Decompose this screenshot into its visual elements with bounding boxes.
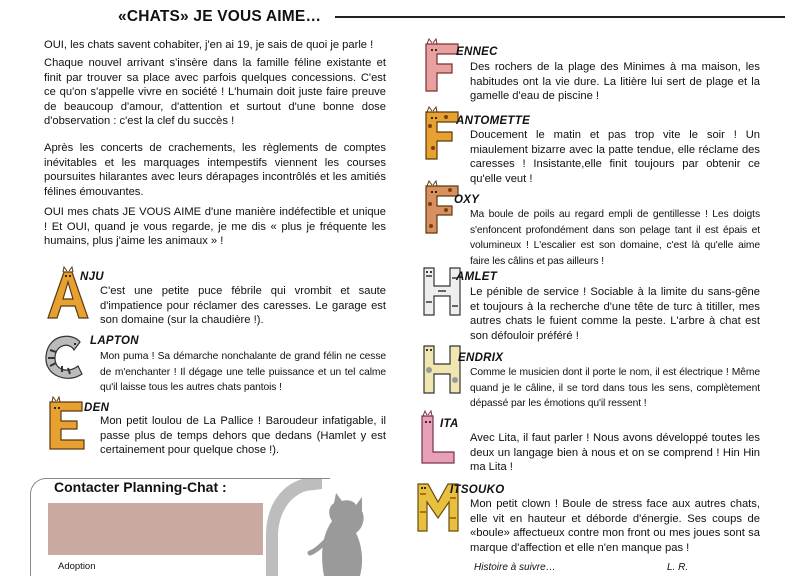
cat-name-clapton: LAPTON	[90, 335, 139, 347]
cat-text-lita: Avec Lita, il faut parler ! Nous avons développé toutes les deux un langage bien à nous et on se comprend ! Hin Hin ma Lita !	[470, 432, 760, 474]
letter-c-cat-icon	[40, 330, 88, 384]
cat-text-eden: Mon petit loulou de La Pallice ! Baroudeur infatigable, il passe plus de temps dehors que dedans (Hamlet y est certainement pour quelque chose !).	[100, 415, 386, 457]
cat-text-hamlet: Le pénible de service ! Sociable à la limite du sans-gêne et toujours à la recherche d'une tête de turc à titiller, mes autres chats le fuient comme la peste. L'arbre à chat est son défouloir préféré !	[470, 286, 760, 342]
page-title: «CHATS» JE VOUS AIME…	[118, 8, 322, 25]
cat-silhouette-icon	[262, 475, 372, 576]
intro-paragraph-3: Après les concerts de crachements, les règlements de comptes inévitables et les marquages intempestifs viennent les courses poursuites hilarantes avec leurs dérapages incontrôlés et les amitiés félines émouvantes.	[44, 142, 386, 198]
cat-name-fantomette: ANTOMETTE	[456, 115, 531, 127]
letter-h-cat-icon-2	[418, 340, 466, 394]
cat-text-foxy	[470, 207, 760, 269]
cat-name-hamlet: AMLET	[456, 271, 498, 283]
footer-continued: Histoire à suivre…	[474, 562, 556, 573]
cat-name-anju: NJU	[80, 271, 104, 283]
cat-name-fennec: ENNEC	[456, 46, 498, 58]
intro-paragraph-1: OUI, les chats savent cohabiter, j'en ai 19, je sais de quoi je parle !	[44, 39, 374, 51]
cat-text-fennec: Des rochers de la plage des Minimes à ma maison, les habitudes ont la vie dure. La litière lui sert de plage et la gamelle d'eau de piscine !	[470, 61, 760, 103]
cat-text-mitsouko: Mon petit clown ! Boule de stress face aux autres chats, elle vit en hauteur et déborde d'énergie. Ses coups de «boule» affectueux contre mon front ou mes joues sont sa marque d'affection et elle n'en manque pas !	[470, 498, 760, 554]
cat-name-mitsouko: ITSOUKO	[450, 484, 505, 496]
cat-text-hendrix	[470, 365, 760, 412]
cat-text-hendrix-body: Comme le musicien dont il porte le nom, il est électrique ! Même quand je le câline, il se tord dans tous les sens, complètement dépassé par les émotions qu'il ressent !	[470, 367, 760, 410]
contact-title: Contacter Planning-Chat :	[50, 479, 231, 495]
letter-f-cat-icon-3	[418, 180, 466, 234]
intro-paragraph-2: Chaque nouvel arrivant s'insère dans la famille féline existante et finit par trouver sa place avec parfois quelques concessions. C'est ce qu'on s'appelle vivre en société ! L'humain doit juste faire preuve de beaucoup d'amour, d'attention et surtout d'une bonne dose d'observation : c'est la clef du succès !	[44, 57, 386, 128]
cat-text-foxy-body: Ma boule de poils au regard empli de gentillesse ! Les doigts s'enfoncent profondément dans son pelage tant il est épais et volumineux ! L'escalier est son domaine, c'est là qu'elle aime faire les câlins et pas ailleurs !	[470, 209, 760, 267]
cat-name-lita: ITA	[440, 418, 459, 430]
cat-name-eden: DEN	[84, 402, 110, 414]
title-rule	[335, 16, 785, 18]
cat-text-fantomette: Doucement le matin et pas trop vite le soir ! Un miaulement bizarre avec la patte tendue, elle réclame des caresses ! Insistante,elle finit toujours par obtenir ce qu'elle veut !	[470, 129, 760, 185]
redacted-contact-block	[48, 503, 263, 555]
cat-name-hendrix: ENDRIX	[458, 352, 504, 364]
cat-text-clapton-body: Mon puma ! Sa démarche nonchalante de grand félin ne cesse de m'enchanter ! Il dégage une telle puissance et un tel calme qu'il laisse tous les autres chats pantois !	[100, 351, 386, 394]
adoption-label: Adoption	[58, 561, 96, 572]
footer-initials: L. R.	[667, 562, 689, 573]
cat-text-clapton	[100, 349, 386, 396]
cat-name-foxy: OXY	[454, 194, 480, 206]
cat-text-anju: C'est une petite puce fébrile qui vrombit et saute d'impatience pour réclamer des caresses. Le garage est son domaine (sur la chaudière !).	[100, 285, 386, 327]
intro-paragraph-4: OUI mes chats JE VOUS AIME d'une manière indéfectible et unique ! Et OUI, quand je vous regarde, je me dis « plus je fréquente les humains, plus j'aime les animaux » !	[44, 206, 386, 248]
